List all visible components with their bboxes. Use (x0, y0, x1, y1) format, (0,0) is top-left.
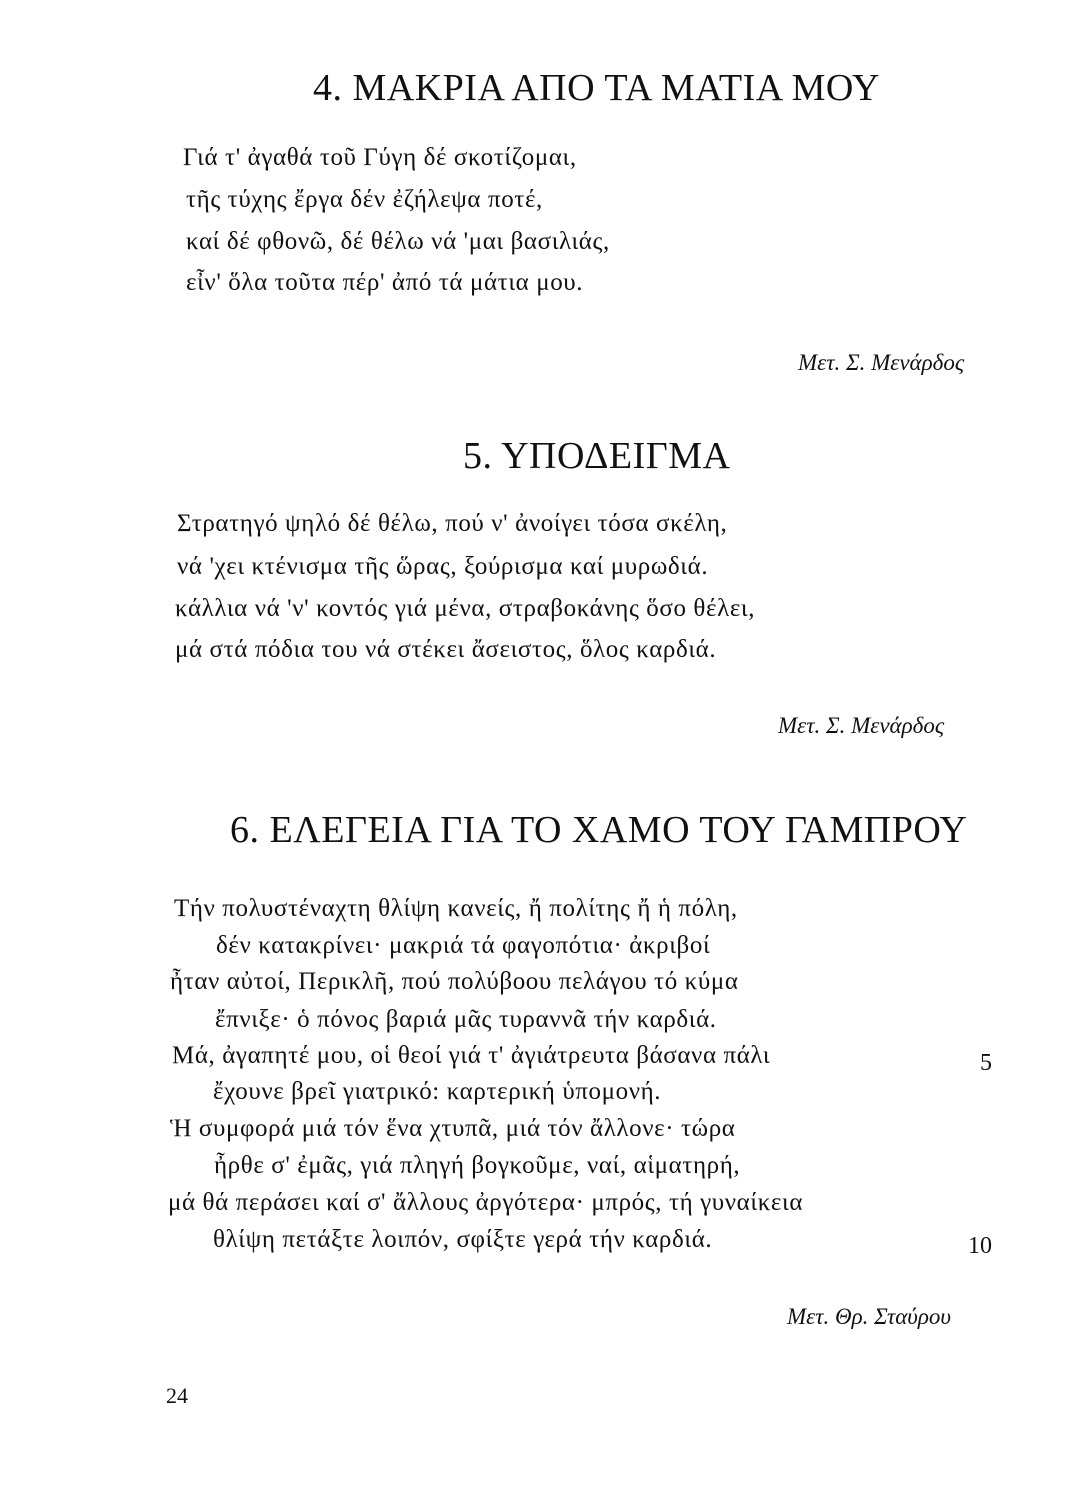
poem-6-line-9: μά θά περάσει καί σ' ἄλλους ἀργότερα· μπρός, τή γυναίκεια (168, 1189, 804, 1216)
poem-4-line-3: καί δέ φθονῶ, δέ θέλω νά 'μαι βασιλιάς, (186, 228, 610, 255)
poem-6-line-6: ἔχουνε βρεῖ γιατρικό: καρτερική ὑπομονή. (213, 1078, 662, 1105)
poem-5-line-2: νά 'χει κτένισμα τῆς ὥρας, ξούρισμα καί μυρωδιά. (177, 553, 709, 580)
poem-5-title: 5. ΥΠΟΔΕΙΓΜΑ (463, 435, 731, 477)
poem-6-title: 6. ΕΛΕΓΕΙΑ ΓΙΑ ΤΟ ΧΑΜΟ ΤΟΥ ΓΑΜΠΡΟΥ (230, 809, 968, 851)
poem-6-line-4: ἔπνιξε· ὁ πόνος βαριά μᾶς τυραννᾶ τήν καρδιά. (215, 1006, 717, 1033)
poem-5-line-1: Στρατηγό ψηλό δέ θέλω, πού ν' ἀνοίγει τόσα σκέλη, (177, 510, 728, 537)
page-number: 24 (166, 1383, 188, 1408)
poem-6-translator-credit: Μετ. Θρ. Σταύρου (787, 1304, 951, 1329)
poem-6-line-5: Μά, ἀγαπητέ μου, οἱ θεοί γιά τ' ἀγιάτρευτα βάσανα πάλι (172, 1042, 771, 1069)
poem-5-line-4: μά στά πόδια του νά στέκει ἄσειστος, ὅλος καρδιά. (175, 636, 717, 663)
poem-6-line-1: Τήν πολυστέναχτη θλίψη κανείς, ἤ πολίτης ἤ ἡ πόλη, (174, 895, 738, 922)
poem-4-title: 4. ΜΑΚΡΙΑ ΑΠΟ ΤΑ ΜΑΤΙΑ ΜΟΥ (313, 67, 880, 109)
poem-6-line-3: ἦταν αὐτοί, Περικλῆ, πού πολύβοου πελάγου τό κύμα (170, 968, 739, 995)
poem-4-line-4: εἶν' ὅλα τοῦτα πέρ' ἀπό τά μάτια μου. (186, 269, 584, 296)
line-number-5: 5 (980, 1050, 992, 1076)
poem-4-translator-credit: Μετ. Σ. Μενάρδος (798, 350, 965, 375)
poem-5-line-3: κάλλια νά 'ν' κοντός γιά μένα, στραβοκάνης ὅσο θέλει, (175, 595, 756, 622)
poem-4-line-2: τῆς τύχης ἔργα δέν ἐζήλεψα ποτέ, (186, 186, 543, 213)
poem-5-translator-credit: Μετ. Σ. Μενάρδος (778, 713, 945, 738)
poem-6-line-8: ἦρθε σ' ἐμᾶς, γιά πληγή βογκοῦμε, ναί, αἱματηρή, (214, 1152, 741, 1179)
poem-6-line-7: Ἡ συμφορά μιά τόν ἕνα χτυπᾶ, μιά τόν ἄλλονε· τώρα (170, 1115, 736, 1142)
poem-6-line-2: δέν κατακρίνει· μακριά τά φαγοπότια· ἀκριβοί (216, 932, 711, 959)
poem-4-line-1: Γιά τ' ἀγαθά τοῦ Γύγη δέ σκοτίζομαι, (183, 144, 577, 171)
poem-6-line-10: θλίψη πετάξτε λοιπόν, σφίξτε γερά τήν καρδιά. (213, 1226, 713, 1253)
line-number-10: 10 (968, 1233, 992, 1259)
